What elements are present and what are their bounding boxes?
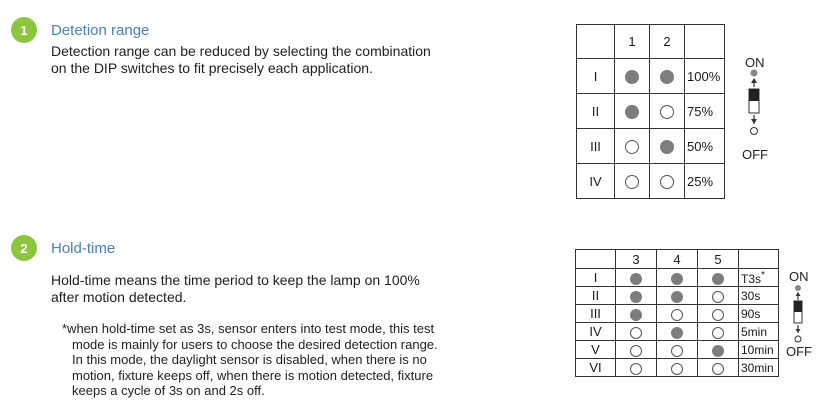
dip-off-icon xyxy=(671,309,683,321)
table-header-row xyxy=(576,250,779,269)
table-row xyxy=(577,94,725,129)
dip-cell xyxy=(650,94,685,129)
dip-off-icon xyxy=(712,291,724,303)
header-cell: 3 xyxy=(616,250,657,269)
switch-on-label: ON xyxy=(789,269,809,284)
dip-on-icon xyxy=(625,105,639,119)
row-label: IV xyxy=(577,164,615,199)
note-line: motion, fixture keeps off, when there is motion detected, fixture xyxy=(72,367,434,383)
row-label: I xyxy=(576,269,616,287)
hold-time-description xyxy=(51,272,420,306)
dip-off-icon xyxy=(712,327,724,339)
dip-cell xyxy=(698,287,739,305)
dip-off-icon xyxy=(625,140,639,154)
setting-value xyxy=(685,94,725,129)
dip-cell xyxy=(616,323,657,341)
table-row xyxy=(576,341,779,359)
dip-off-icon xyxy=(712,309,724,321)
dip-cell xyxy=(650,164,685,199)
dip-cell xyxy=(616,359,657,377)
setting-value-text: T3s xyxy=(741,271,762,286)
header-cell xyxy=(739,250,779,269)
dip-on-icon xyxy=(660,70,674,84)
table-row xyxy=(577,129,725,164)
dip-off-icon xyxy=(712,363,724,375)
setting-value-text: 30s xyxy=(741,288,761,303)
hold-time-note xyxy=(62,321,438,399)
dip-cell xyxy=(698,269,739,287)
setting-value xyxy=(739,359,779,377)
header-cell xyxy=(576,250,616,269)
table-row xyxy=(576,269,779,287)
dip-cell xyxy=(616,305,657,323)
dip-cell xyxy=(657,287,698,305)
switch-off-label: OFF xyxy=(786,344,812,359)
dip-off-icon xyxy=(660,175,674,189)
note-line: *when hold-time set as 3s, sensor enters into test mode, this test xyxy=(62,321,435,336)
detection-range-title: Detetion range xyxy=(51,22,150,39)
dip-on-icon xyxy=(630,273,642,285)
row-label: VI xyxy=(576,359,616,377)
header-cell: 1 xyxy=(615,25,650,59)
detection-range-description xyxy=(51,43,431,77)
dip-on-icon xyxy=(712,273,724,285)
row-label: V xyxy=(576,341,616,359)
row-label: IV xyxy=(576,323,616,341)
setting-value-text: 10min xyxy=(741,342,774,357)
dip-cell xyxy=(650,129,685,164)
table-row xyxy=(576,287,779,305)
dip-cell xyxy=(615,94,650,129)
dip-on-icon xyxy=(671,291,683,303)
dip-off-icon xyxy=(625,175,639,189)
dip-cell xyxy=(657,359,698,377)
dip-cell xyxy=(657,305,698,323)
dip-cell xyxy=(698,341,739,359)
setting-value xyxy=(739,323,779,341)
note-line: In this mode, the daylight sensor is disabled, when there is no xyxy=(72,352,427,367)
row-label: I xyxy=(577,59,615,94)
dip-off-icon xyxy=(671,345,683,357)
setting-value-text: 50% xyxy=(687,138,714,154)
detection-range-table xyxy=(576,24,725,199)
dip-on-icon xyxy=(630,291,642,303)
setting-value xyxy=(739,341,779,359)
dip-off-icon xyxy=(630,345,642,357)
row-label: II xyxy=(577,94,615,129)
table-row xyxy=(576,359,779,377)
header-cell: 4 xyxy=(657,250,698,269)
dip-cell xyxy=(698,323,739,341)
dip-off-icon xyxy=(630,363,642,375)
setting-value xyxy=(685,164,725,199)
dip-switch-icon xyxy=(744,68,766,140)
dip-on-icon xyxy=(671,327,683,339)
hold-time-table xyxy=(575,249,779,377)
dip-off-icon xyxy=(660,105,674,119)
table-row xyxy=(576,305,779,323)
description-line: on the DIP switches to fit precisely each application. xyxy=(51,60,373,76)
table-row xyxy=(577,59,725,94)
setting-value xyxy=(685,59,725,94)
header-cell: 5 xyxy=(698,250,739,269)
dip-cell xyxy=(657,341,698,359)
setting-value-text: 100% xyxy=(687,68,721,84)
dip-cell xyxy=(616,341,657,359)
dip-cell xyxy=(698,359,739,377)
dip-on-icon xyxy=(625,70,639,84)
setting-value xyxy=(685,129,725,164)
setting-value xyxy=(739,305,779,323)
table-row xyxy=(577,164,725,199)
table-header-row xyxy=(577,25,725,59)
dip-on-icon xyxy=(712,345,724,357)
dip-cell xyxy=(615,59,650,94)
dip-cell xyxy=(657,269,698,287)
dip-cell xyxy=(698,305,739,323)
header-cell xyxy=(685,25,725,59)
step-2-badge: 2 xyxy=(11,235,37,261)
table-row xyxy=(576,323,779,341)
header-cell: 2 xyxy=(650,25,685,59)
description-line: after motion detected. xyxy=(51,289,187,305)
dip-off-icon xyxy=(671,363,683,375)
setting-value-text: 75% xyxy=(687,103,714,119)
description-line: Detection range can be reduced by selecting the combination xyxy=(51,43,431,59)
setting-value xyxy=(739,269,779,287)
switch-off-label: OFF xyxy=(742,147,768,162)
step-1-badge: 1 xyxy=(11,17,37,43)
dip-off-icon xyxy=(630,327,642,339)
row-label: III xyxy=(576,305,616,323)
dip-cell xyxy=(615,129,650,164)
note-line: mode is mainly for users to choose the desired detection range. xyxy=(72,336,438,352)
dip-on-icon xyxy=(630,309,642,321)
dip-cell xyxy=(657,323,698,341)
row-label: III xyxy=(577,129,615,164)
setting-value-text: 5min xyxy=(741,324,768,339)
switch-on-label: ON xyxy=(745,55,765,70)
dip-cell xyxy=(650,59,685,94)
setting-value-text: 30min xyxy=(741,360,774,375)
header-cell xyxy=(577,25,615,59)
setting-value xyxy=(739,287,779,305)
setting-value-text: 25% xyxy=(687,173,714,189)
dip-switch-icon xyxy=(790,283,810,347)
note-line: keeps a cycle of 3s on and 2s off. xyxy=(72,383,265,398)
dip-cell xyxy=(616,287,657,305)
dip-on-icon xyxy=(671,273,683,285)
setting-value-text: 90s xyxy=(741,306,761,321)
hold-time-title: Hold-time xyxy=(51,240,116,257)
description-line: Hold-time means the time period to keep the lamp on 100% xyxy=(51,272,420,288)
dip-cell xyxy=(616,269,657,287)
row-label: II xyxy=(576,287,616,305)
dip-on-icon xyxy=(660,140,674,154)
test-mode-asterisk: * xyxy=(761,269,765,281)
dip-cell xyxy=(615,164,650,199)
